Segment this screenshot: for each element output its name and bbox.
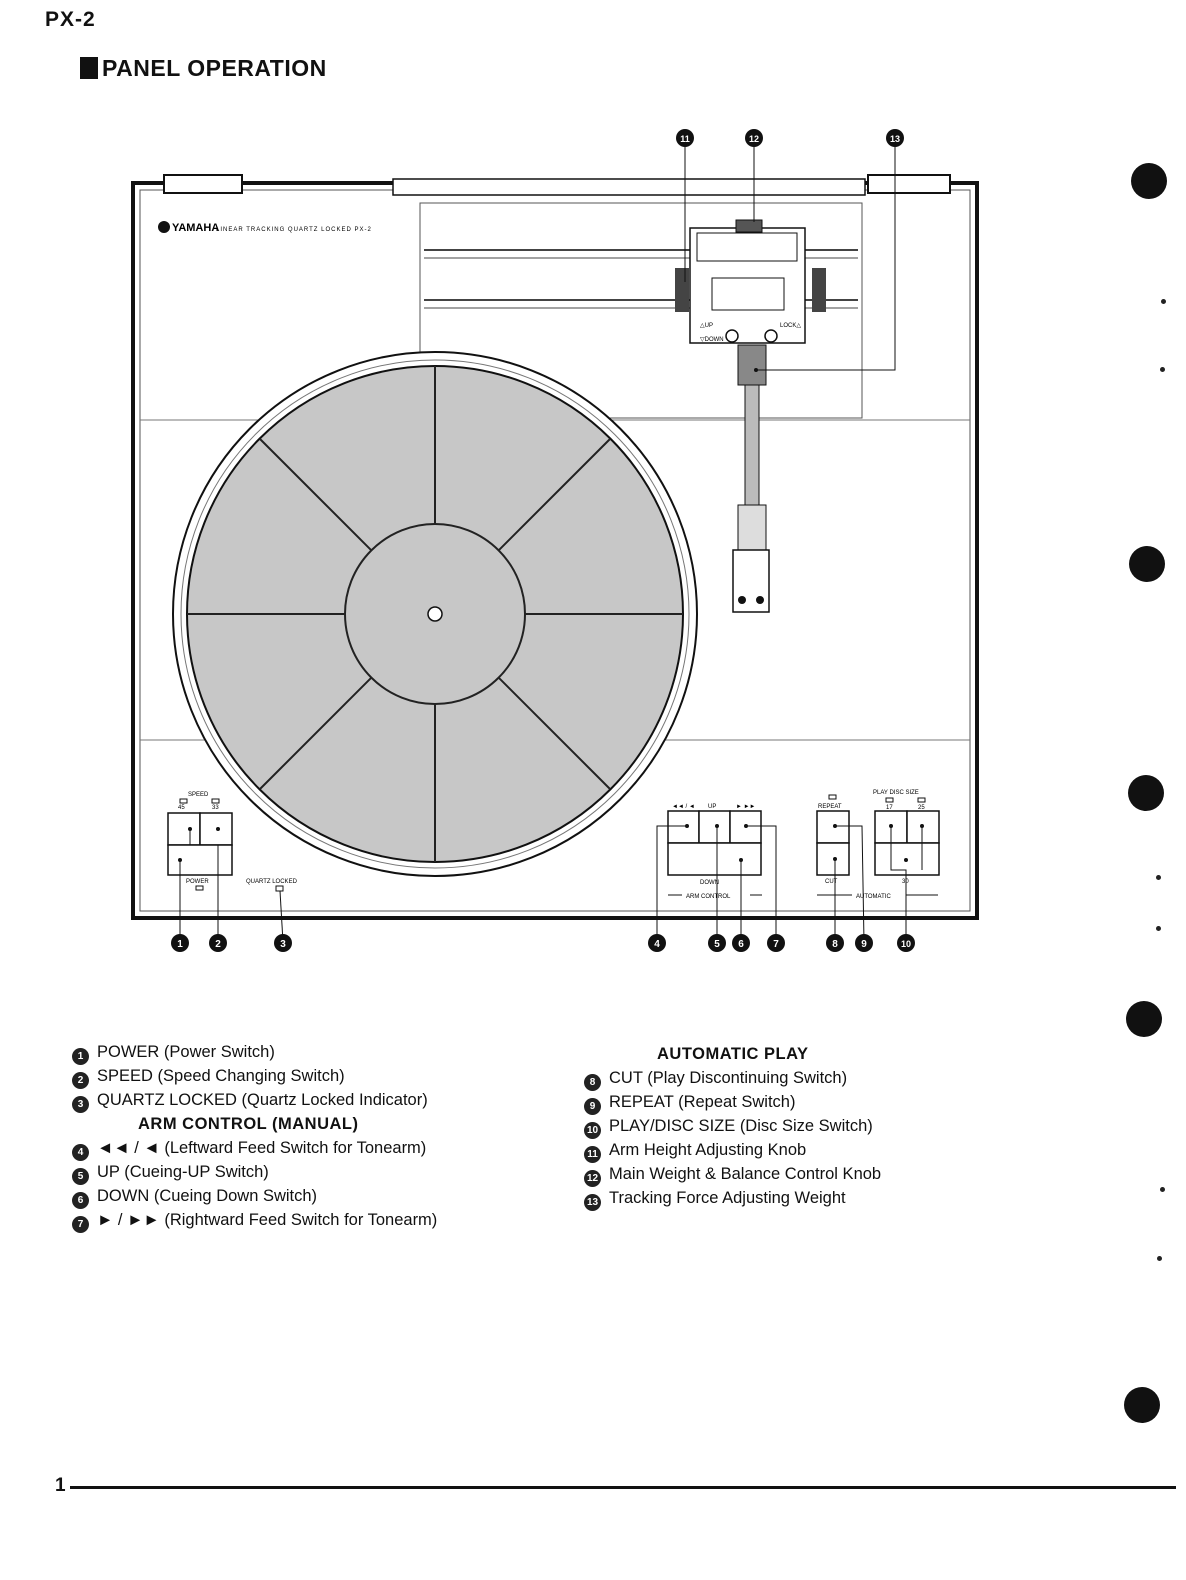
legend-item — [72, 1136, 437, 1160]
arm-control-heading: ARM CONTROL (MANUAL) — [138, 1115, 359, 1133]
yamaha-logo-icon — [158, 221, 170, 233]
legend-text-8: CUT (Play Discontinuing Switch) — [609, 1069, 848, 1087]
legend-item — [72, 1088, 437, 1112]
binder-hole-icon — [1126, 1001, 1162, 1037]
top-rail — [393, 179, 865, 195]
binder-hole-icon — [1129, 546, 1165, 582]
legend-num-4: 4 — [72, 1144, 89, 1161]
speed-text: SPEED — [188, 792, 209, 798]
callout-9: 9 — [861, 939, 867, 950]
legend-num-3: 3 — [72, 1096, 89, 1113]
speck-icon — [1157, 1256, 1162, 1261]
hinge-left — [164, 175, 242, 193]
legend-item — [584, 1138, 881, 1162]
legend-num-6: 6 — [72, 1192, 89, 1209]
arm-lock-text: LOCK△ — [780, 323, 801, 329]
legend-num-2: 2 — [72, 1072, 89, 1089]
legend-item — [72, 1184, 437, 1208]
footer-rule — [70, 1486, 1176, 1489]
legend-num-12: 12 — [584, 1170, 601, 1187]
speck-icon — [1161, 299, 1166, 304]
up-button[interactable] — [699, 811, 730, 843]
legend-item — [72, 1208, 437, 1232]
speed-45-text: 45 — [178, 805, 185, 811]
down-text: DOWN — [700, 880, 719, 886]
repeat-text: REPEAT — [818, 804, 842, 810]
tracking-force-weight — [738, 345, 766, 385]
up-text: UP — [708, 804, 717, 810]
legend-left — [72, 1040, 437, 1232]
subtitle-text: LINEAR TRACKING QUARTZ LOCKED PX-2 — [216, 227, 372, 233]
legend-text-1: POWER (Power Switch) — [97, 1043, 275, 1061]
spindle-icon — [428, 607, 442, 621]
legend-item — [584, 1090, 881, 1114]
callout-2: 2 — [215, 939, 221, 950]
legend-text-4: ◄◄ / ◄ (Leftward Feed Switch for Tonearm) — [97, 1139, 427, 1157]
legend-item — [72, 1160, 437, 1184]
speck-icon — [1156, 926, 1161, 931]
legend-item — [584, 1066, 881, 1090]
down-button[interactable] — [668, 843, 761, 875]
callout-10: 10 — [900, 939, 912, 949]
callout-12: 12 — [748, 134, 760, 144]
automatic-play-heading: AUTOMATIC PLAY — [657, 1045, 809, 1063]
power-button[interactable] — [168, 845, 232, 875]
arm-up-text: △UP — [700, 323, 713, 329]
speed-45-button[interactable] — [168, 813, 200, 845]
play-disc-size-text: PLAY DISC SIZE — [873, 790, 919, 796]
tonearm-tube — [745, 385, 759, 505]
page-title-text: PANEL OPERATION — [102, 55, 327, 81]
legend-item — [72, 1040, 437, 1064]
feed-left-button[interactable] — [668, 811, 699, 843]
callout-13: 13 — [889, 134, 901, 144]
power-text: POWER — [186, 879, 209, 885]
legend-num-7: 7 — [72, 1216, 89, 1233]
legend-item — [584, 1162, 881, 1186]
callout-5: 5 — [714, 939, 720, 950]
legend-num-13: 13 — [584, 1194, 601, 1211]
legend-num-10: 10 — [584, 1122, 601, 1139]
legend-text-2: SPEED (Speed Changing Switch) — [97, 1067, 345, 1085]
size-17-text: 17 — [886, 805, 893, 811]
callout-3: 3 — [280, 939, 286, 950]
arm-down-text: ▽DOWN — [700, 337, 724, 343]
size-25-text: 25 — [918, 805, 925, 811]
legend-text-10: PLAY/DISC SIZE (Disc Size Switch) — [609, 1117, 873, 1135]
legend-item — [584, 1114, 881, 1138]
arm-height-knob — [675, 268, 689, 312]
legend-num-8: 8 — [584, 1074, 601, 1091]
callout-1: 1 — [177, 939, 183, 950]
main-weight-knob — [736, 220, 762, 232]
callout-6: 6 — [738, 939, 744, 950]
legend-text-13: Tracking Force Adjusting Weight — [609, 1189, 846, 1207]
legend-right — [584, 1042, 881, 1210]
legend-text-12: Main Weight & Balance Control Knob — [609, 1165, 882, 1183]
arm-control-text: ARM CONTROL — [686, 894, 731, 900]
legend-text-11: Arm Height Adjusting Knob — [609, 1141, 807, 1159]
callout-4: 4 — [654, 939, 660, 950]
callout-11: 11 — [680, 134, 690, 144]
quartz-text: QUARTZ LOCKED — [246, 879, 297, 885]
speck-icon — [1156, 875, 1161, 880]
repeat-button[interactable] — [817, 811, 849, 843]
automatic-text: AUTOMATIC — [856, 894, 891, 900]
feed-right-text: ► ►► — [736, 804, 756, 810]
legend-text-6: DOWN (Cueing Down Switch) — [97, 1187, 318, 1205]
size-30-text: 30 — [902, 879, 909, 885]
legend-text-9: REPEAT (Repeat Switch) — [609, 1093, 796, 1111]
binder-hole-icon — [1124, 1387, 1160, 1423]
speck-icon — [1160, 1187, 1165, 1192]
legend-text-5: UP (Cueing-UP Switch) — [97, 1163, 269, 1181]
legend-num-1: 1 — [72, 1048, 89, 1065]
callout-8: 8 — [832, 939, 838, 950]
headshell — [733, 550, 769, 612]
speed-33-text: 33 — [212, 805, 219, 811]
binder-hole-icon — [1128, 775, 1164, 811]
callouts-bottom — [171, 934, 915, 952]
model-label: PX-2 — [45, 8, 96, 31]
legend-item — [72, 1064, 437, 1088]
legend-text-3: QUARTZ LOCKED (Quartz Locked Indicator) — [97, 1091, 428, 1109]
legend-text-7: ► / ►► (Rightward Feed Switch for Tonearm) — [97, 1211, 438, 1229]
callouts-top — [676, 129, 904, 147]
legend-num-9: 9 — [584, 1098, 601, 1115]
cut-text: CUT — [825, 879, 838, 885]
page-number: 1 — [55, 1475, 66, 1496]
brand-text: YAMAHA — [172, 222, 220, 234]
legend-num-5: 5 — [72, 1168, 89, 1185]
hinge-right — [868, 175, 950, 193]
feed-left-text: ◄◄ / ◄ — [672, 804, 695, 810]
legend-num-11: 11 — [584, 1146, 601, 1163]
binder-hole-icon — [1131, 163, 1167, 199]
legend-item — [584, 1186, 881, 1210]
speck-icon — [1160, 367, 1165, 372]
callout-7: 7 — [773, 939, 779, 950]
